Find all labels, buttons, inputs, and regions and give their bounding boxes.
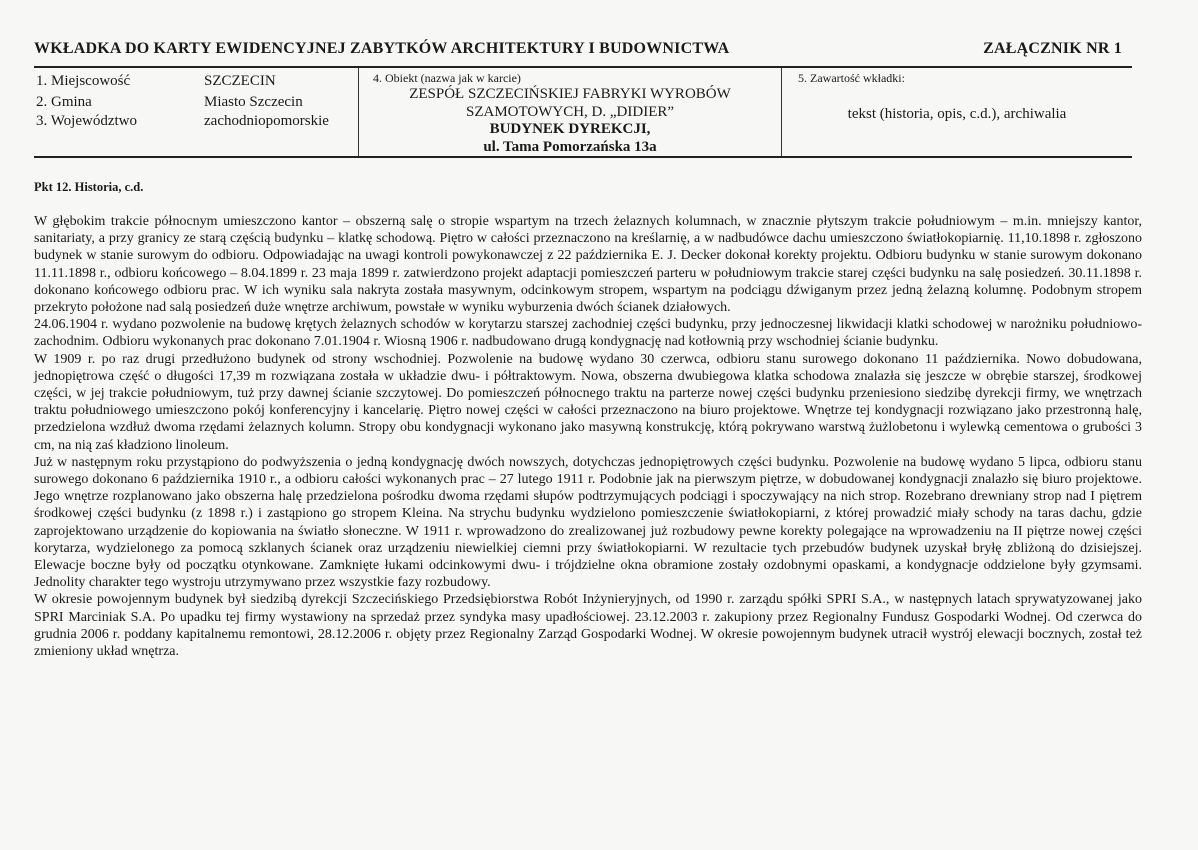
contents-heading: 5. Zawartość wkładki: (798, 71, 905, 85)
locality-label: 1. Miejscowość (36, 73, 131, 89)
object-name-line: ZESPÓŁ SZCZECIŃSKIEJ FABRYKI WYROBÓW (409, 86, 731, 102)
object-name-line: SZAMOTOWYCH, D. „DIDIER” (465, 103, 675, 120)
commune-label: 2. Gmina (36, 94, 92, 110)
commune-value: Miasto Szczecin (204, 94, 303, 110)
history-paragraph: Już w następnym roku przystąpiono do podwyższenia o jedną kondygnację dwóch nowszych, dotychczas jednopiętrowych części budynku. Pozwolenie na budowę wydano 5 lipca, odbioru stanu surowego dokonano 6 października 1910 r., a odbioru całości wykonanych prac – 27 lutego 1911 r. Podobnie jak na pierwszym piętrze, w dobudowanej kondygnacji znalazło się biuro projektowe. Jego wnętrze rozplanowano jako obszerna halę przedzielona pośrodku dwoma rzędami słupów podtrzymujących podciągi i spoczywający na nich strop. Rozebrano drewniany strop nad I piętrem środkowej części budynku (z 1898 r.) i zastąpiono go stropem Kleina. Na strychu budynku wydzielono pomieszczenie światłokopiarni, z której prowadzić miały schody na taras dachu, gdzie zaprojektowano urządzenie do kopiowania na światło słoneczne. W 1911 r. wprowadzono do zrealizowanej już rozbudowy pewne korekty polegające na wprowadzeniu na II piętrze nowej części korytarza, wydzielonego za pomocą szklanych ścianek oraz urządzeniu niewielkiej ciemni przy światłokopiarni. W rezultacie tych przebudów budynek uzyskał bryłę zbliżoną do dzisiejszej. Elewacje boczne były od początku otynkowane. Zamknięte łukami odcinkowymi dwu- i trójdzielne okna obramione zostały ozdobnymi opaskami, a kondygnacje oddzielone były gzymsami. Jednolity charakter tego wystroju utrzymywano przez wszystkie fazy rozbudowy. (34, 454, 1142, 591)
history-paragraph: W głębokim trakcie północnym umieszczono kantor – obszerną salę o stropie wspartym na trzech żelaznych kolumnach, w znacznie płytszym trakcie południowym – m.in. mniejszy kantor, sanitariaty, a przy granicy ze starą częścią budynku – klatkę schodową. Piętro w całości przeznaczono na kreślarnię, a w nadbudówce dachu umieszczono światłokopiarnię. 11,10.1898 r. zgłoszono budynek w stanie surowym do odbioru. Odpowiadając na uwagi kontroli powykonawczej z 22 października E. J. Decker dokonał korekty projektu. Odbioru budynku w stanie surowym dokonano 11.11.1898 r., odbioru końcowego – 8.04.1899 r. 23 maja 1899 r. zatwierdzono projekt adaptacji pomieszczeń parteru w południowym trakcie starej części budynku na salę posiedzeń. 30.11.1898 r. dokonano końcowego odbioru prac. W ich wyniku sala nakryta została masywnym, odcinkowym stropem, wspartym na podciągu dźwiganym przez jedną żelazną kolumnę. Podobnym stropem przekryto położone nad salą posiedzeń duże wnętrze archiwum, powstałe w wyniku wyburzenia dwóch ścianek działowych. (34, 214, 1142, 316)
history-paragraph: W okresie powojennym budynek był siedzibą dyrekcji Szczecińskiego Przedsiębiorstwa Robót Inżynieryjnych, od 1990 r. zarządu spółki SPRI S.A., w następnych latach sprywatyzowanej jako SPRI Marciniak S.A. Po upadku tej firmy wystawiony na sprzedaż przez syndyka masy upadłościowej. 23.12.2003 r. zakupiony przez Regionalny Fundusz Gospodarki Wodnej. Od czerwca do grudnia 2006 r. poddany kapitalnemu remontowi, 28.12.2006 r. objęty przez Regionalny Zarząd Gospodarki Wodnej. W okresie powojennym budynek utracił wystrój elewacji bocznych, został też zmieniony układ wnętrza. (34, 592, 1142, 660)
locality-value: SZCZECIN (204, 73, 276, 89)
building-address: ul. Tama Pomorzańska 13a (483, 138, 657, 155)
contents-cell (782, 68, 1132, 156)
contents-value: tekst (historia, opis, c.d.), archiwalia (847, 106, 1067, 122)
identification-table (34, 66, 1132, 158)
object-heading: 4. Obiekt (nazwa jak w karcie) (373, 71, 521, 85)
location-cell (34, 68, 359, 156)
history-paragraph: 24.06.1904 r. wydano pozwolenie na budowę krętych żelaznych schodów w korytarzu starszej zachodniej części budynku, przy jednoczesnej likwidacji klatki schodowej w narożniku południowo-zachodnim. Odbioru wykonanych prac dokonano 7.01.1904 r. Wiosną 1906 r. nadbudowano drugą kondygnację nad kotłownią przy wschodniej ścianie budynku. (34, 317, 1142, 350)
history-paragraph: W 1909 r. po raz drugi przedłużono budynek od strony wschodniej. Pozwolenie na budowę wydano 30 czerwca, odbioru stanu surowego dokonano 11 października. Nowo dobudowana, jednopiętrowa część o długości 17,39 m rozwiązana została w układzie dwu- i półtraktowym. Nowa, obszerna dwubiegowa klatka schodowa znalazła się jeszcze w obrębie starszej, środkowej części, w jej trakcie południowym, tuż przy dawnej ścianie szczytowej. Do pomieszczeń północnego traktu na parterze nowej części budynku przeniesiono siedzibę dyrekcji firmy, we wnętrzach traktu południowego umieszczono pokój konferencyjny i kancelarię. Piętro nowej części w całości przeznaczono na biuro projektowe. Wnętrze tej kondygnacji rozwiązano jako przestronną halę, przedzielona wzdłuż dwoma rzędami żelaznych kolumn. Stropy obu kondygnacji wykonano jako masywną konstrukcję, którą pokrywano warstwą żużlobetonu i wylewką cementowa o grubości 3 cm, na nią zaś kładziono linoleum. (34, 351, 1142, 453)
section-heading: Pkt 12. Historia, c.d. (34, 180, 144, 194)
voivodeship-value: zachodniopomorskie (204, 113, 329, 129)
history-text (34, 213, 1142, 660)
voivodeship-label: 3. Województwo (36, 113, 138, 129)
document-title: WKŁADKA DO KARTY EWIDENCYJNEJ ZABYTKÓW ARCHITEKTURY I BUDOWNICTWA (34, 40, 730, 57)
building-name: BUDYNEK DYREKCJI, (489, 121, 651, 137)
object-name (359, 86, 781, 156)
object-cell (359, 68, 782, 156)
attachment-number: ZAŁĄCZNIK NR 1 (983, 40, 1122, 57)
